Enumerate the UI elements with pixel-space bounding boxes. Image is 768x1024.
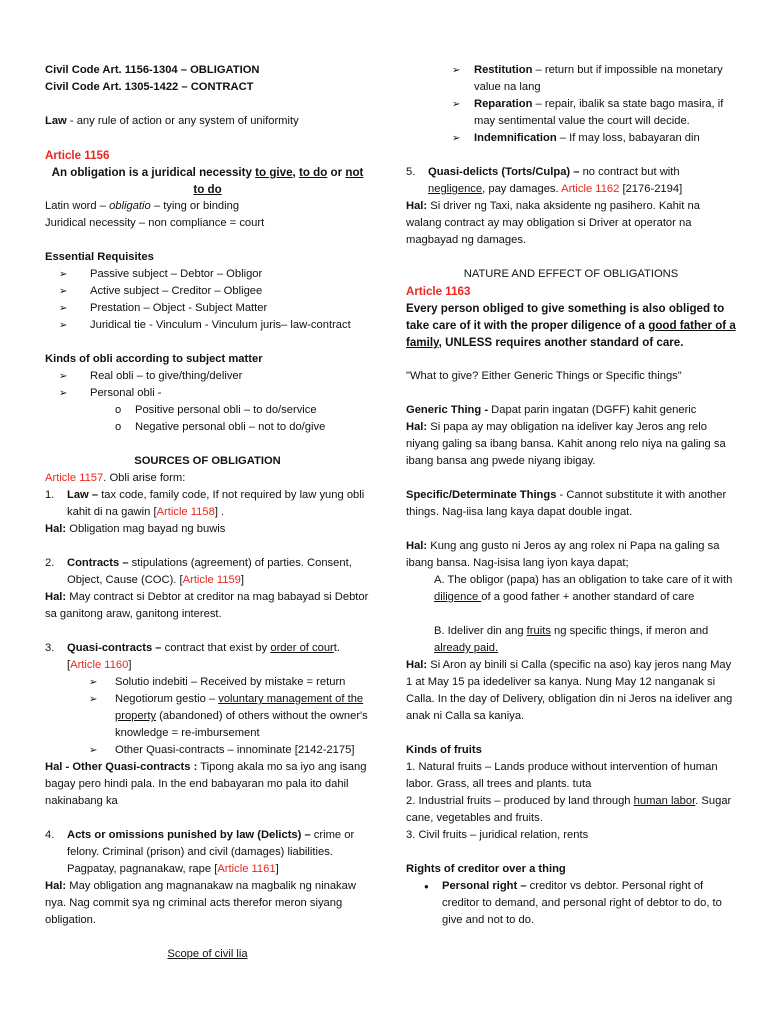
generic-thing-example: Hal: Si papa ay may obligation na ideliver kay Jeros ang relo niyang galing sa ibang bansa. Kahit anong relo niya na galing sa ibang bansa ang pwede niyang ibigay. <box>406 421 726 467</box>
kinds-obli-title: Kinds of obli according to subject matter <box>45 353 263 365</box>
natural-fruits: 1. Natural fruits – Lands produce without intervention of human labor. Grass, all trees and plants. tuta <box>406 761 718 790</box>
arrow-bullet-icon: ➢ <box>452 133 461 144</box>
arrow-bullet-icon: ➢ <box>89 694 98 705</box>
quasi-delicts-example: Hal: Si driver ng Taxi, naka aksidente ng pasihero. Kahit na walang contract ay may obligation si Driver at operator na magbayad ng damages. <box>406 200 700 246</box>
arrow-bullet-icon: ➢ <box>59 286 68 297</box>
circle-bullet-icon: o <box>115 421 122 433</box>
heading-obligation: Civil Code Art. 1156-1304 – OBLIGATION <box>45 64 260 76</box>
arrow-bullet-icon: ➢ <box>89 745 98 756</box>
heading-contract: Civil Code Art. 1305-1422 – CONTRACT <box>45 81 254 93</box>
list-item: ➢ Negotiorum gestio – voluntary management of the property (abandoned) of others without the owner's knowledge = re-imbursement <box>89 693 368 739</box>
list-item: ➢ Prestation – Object - Subject Matter <box>45 300 370 317</box>
source-law: 1. Law – tax code, family code, If not required by law yung obli kahit di na gawin [Article 1158] . <box>45 489 365 518</box>
law-definition: Law - any rule of action or any system of uniformity <box>45 115 299 127</box>
fruits-example: Hal: Si Aron ay binili si Calla (specific na aso) kay jeros nang May 1 at May 15 pa idedeliver sa kanya. Nung May 12 nanganak si Calla. In the day of Delivery, obligation din ni Jeros na ideliver ang anak ni Calla sa kaniya. <box>406 659 733 722</box>
left-column <box>45 62 370 963</box>
article-1163-text: Every person obliged to give something is also obliged to take care of it with the proper diligence of a good father of a family, UNLESS requires another standard of care. <box>406 302 736 349</box>
industrial-fruits: 2. Industrial fruits – produced by land through human labor. Sugar cane, vegetables and fruits. <box>406 795 732 824</box>
specific-thing: Specific/Determinate Things - Cannot substitute it with another things. Nag-iisa lang kaya dapat double ingat. <box>406 489 727 518</box>
list-item: o Negative personal obli – not to do/give <box>45 419 370 436</box>
list-item: ➢ Other Quasi-contracts – innominate [2142-2175] <box>45 742 370 759</box>
source-quasi-delicts: 5. Quasi-delicts (Torts/Culpa) – no contract but with negligence, pay damages. Article 1162 [2176-2194] <box>406 166 683 195</box>
arrow-bullet-icon: ➢ <box>59 371 68 382</box>
juridical-necessity: Juridical necessity – non compliance = court <box>45 217 265 229</box>
rights-title: Rights of creditor over a thing <box>406 863 566 875</box>
list-item: ➢ Restitution – return but if impossible na monetary value na lang <box>452 64 723 93</box>
sources-title: SOURCES OF OBLIGATION <box>134 455 281 467</box>
what-to-give: "What to give? Either Generic Things or Specific things" <box>406 370 682 382</box>
article-1163-label: Article 1163 <box>406 285 471 298</box>
arrow-bullet-icon: ➢ <box>59 320 68 331</box>
source-contracts-example: Hal: May contract si Debtor at creditor na mag babayad si Debtor sa ganitong araw, ganitong interest. <box>45 591 369 620</box>
list-item: ➢ Passive subject – Debtor – Obligor <box>45 266 370 283</box>
list-item: ➢ Indemnification – If may loss, babayaran din <box>406 130 736 147</box>
list-item: ➢ Real obli – to give/thing/deliver <box>45 368 370 385</box>
article-1157: Article 1157. Obli arise form: <box>45 472 186 484</box>
list-item: o Positive personal obli – to do/service <box>45 402 370 419</box>
arrow-bullet-icon: ➢ <box>89 677 98 688</box>
arrow-bullet-icon: ➢ <box>452 65 461 76</box>
specific-point-a: A. The obligor (papa) has an obligation to take care of it with diligence of a good father + another standard of care <box>434 574 733 603</box>
source-delicts-example: Hal: May obligation ang magnanakaw na magbalik ng ninakaw nya. Nag commit sya ng criminal acts therefor meron siyang obligation. <box>45 880 356 926</box>
nature-title: NATURE AND EFFECT OF OBLIGATIONS <box>463 268 679 280</box>
specific-thing-example: Hal: Kung ang gusto ni Jeros ay ang rolex ni Papa na galing sa ibang bansa. Nag-isisa lang iyon kaya dapat; <box>406 540 720 569</box>
arrow-bullet-icon: ➢ <box>59 269 68 280</box>
other-quasi-contracts-example: Hal - Other Quasi-contracts : Tipong akala mo sa iyo ang isang bagay pero hindi pala. In the end babayaran mo pala ito dahil nakinabang ka <box>45 761 367 807</box>
list-item: ➢ Reparation – repair, ibalik sa state bago masira, if may sentimental value the court will decide. <box>452 98 724 127</box>
arrow-bullet-icon: ➢ <box>59 388 68 399</box>
list-item: ➢ Personal obli - <box>45 385 370 402</box>
civil-fruits: 3. Civil fruits – juridical relation, rents <box>406 829 589 841</box>
right-column <box>406 62 736 929</box>
list-item: ➢ Active subject – Creditor – Obligee <box>45 283 370 300</box>
specific-point-b: B. Ideliver din ang fruits ng specific things, if meron and already paid. <box>434 625 709 654</box>
scope-civil-lia: Scope of civil lia <box>167 948 248 960</box>
dot-bullet-icon: ● <box>424 882 429 891</box>
source-quasi-contracts: 3. Quasi-contracts – contract that exist by order of court. [Article 1160] <box>45 642 340 671</box>
source-contracts: 2. Contracts – stipulations (agreement) of parties. Consent, Object, Cause (COC). [Article 1159] <box>45 557 352 586</box>
arrow-bullet-icon: ➢ <box>59 303 68 314</box>
list-item: ➢ Juridical tie - Vinculum - Vinculum juris– law-contract <box>45 317 370 334</box>
generic-thing: Generic Thing - Dapat parin ingatan (DGFF) kahit generic <box>406 404 697 416</box>
source-law-example: Hal: Obligation mag bayad ng buwis <box>45 523 226 535</box>
kinds-fruits-title: Kinds of fruits <box>406 744 482 756</box>
essential-requisites-title: Essential Requisites <box>45 251 154 263</box>
arrow-bullet-icon: ➢ <box>452 99 461 110</box>
article-1156-label: Article 1156 <box>45 149 110 162</box>
source-delicts: 4. Acts or omissions punished by law (Delicts) – crime or felony. Criminal (prison) and civil (damages) liabilities. Pagpatay, pagnanakaw, rape [Article 1161] <box>45 829 355 875</box>
circle-bullet-icon: o <box>115 404 122 416</box>
list-item: ● Personal right – creditor vs debtor. Personal right of creditor to demand, and personal right of debtor to do, to give and not to do. <box>424 880 722 926</box>
latin-word: Latin word – obligatio – tying or binding <box>45 200 240 212</box>
list-item: ➢ Solutio indebiti – Received by mistake = return <box>45 674 370 691</box>
obligation-definition: An obligation is a juridical necessity to give, to do or not to do <box>51 166 364 196</box>
